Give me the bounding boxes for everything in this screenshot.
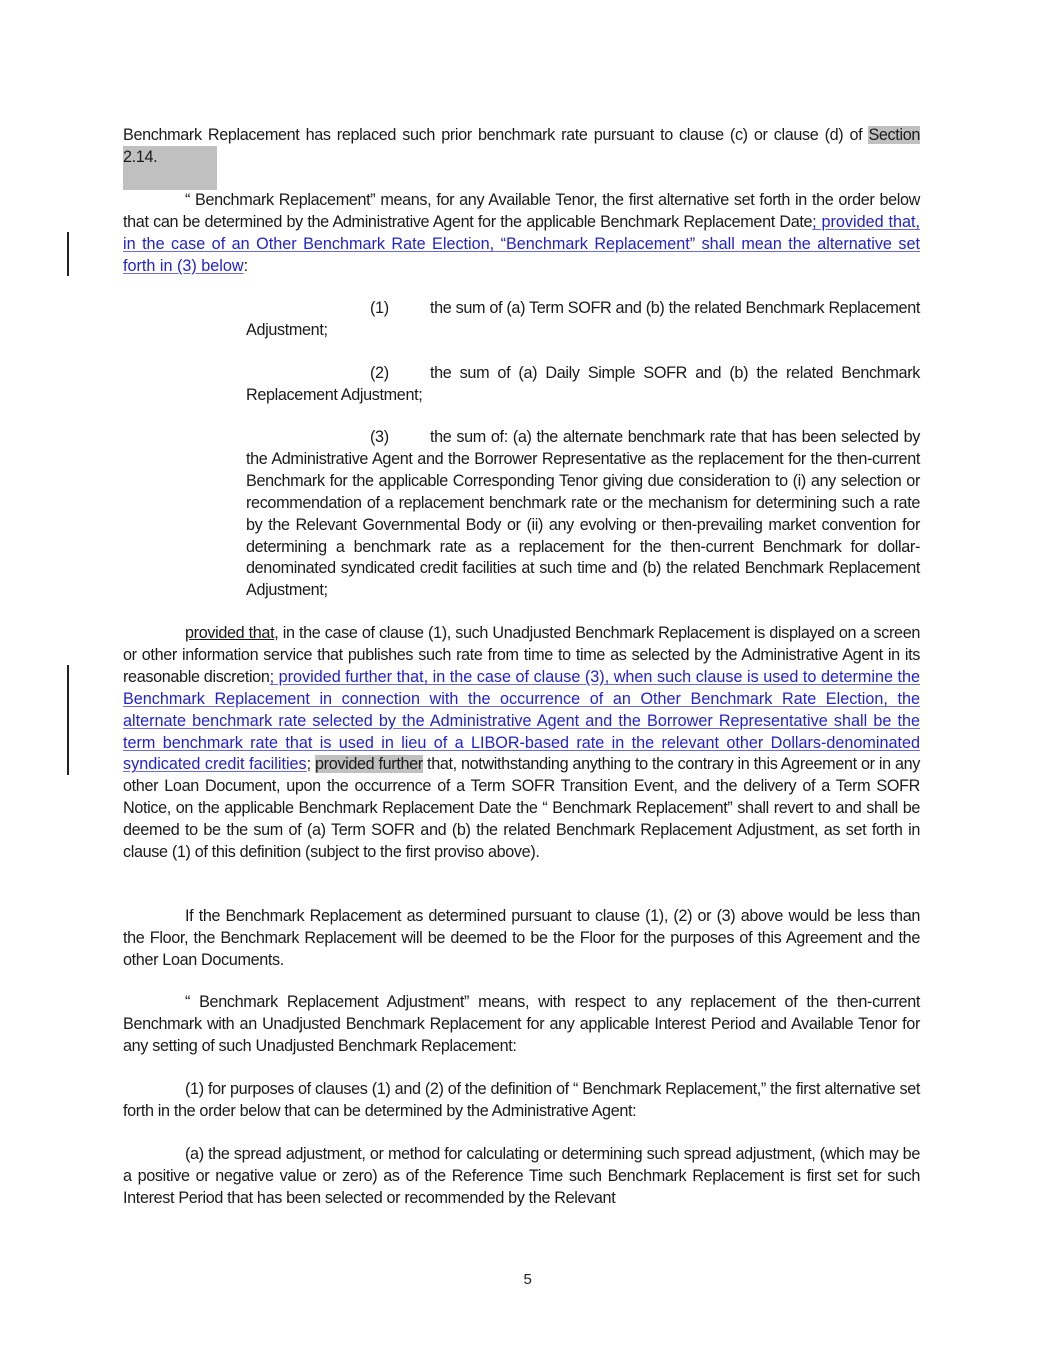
change-bar bbox=[67, 232, 69, 276]
clause-text: the sum of (a) Daily Simple SOFR and (b) the related Benchmark Replacement Adjustment; bbox=[246, 364, 920, 404]
clause-text: the sum of: (a) the alternate benchmark rate that has been selected by the Administrative Agent and the Borrower Representative as the replacement for the then-current Benchmark for the applicable Corresponding Tenor giving due consideration to (i) any selection or recommendation of a replacement benchmark rate or the mechanism for determining such a rate by the Relevant Governmental Body or (ii) any evolving or then-prevailing market convention for determining a benchmark rate as a replacement for the then-current Benchmark for dollar-denominated syndicated credit facilities at such time and (b) the related Benchmark Replacement Adjustment; bbox=[246, 428, 920, 600]
page-number: 5 bbox=[523, 1271, 532, 1288]
tracked-insertion: ; provided that, in the case of an Other Benchmark Rate Election, “Benchmark Replacement” shall mean the alternative set forth in (3) below bbox=[123, 212, 920, 275]
adjustment-clause-1: (1) for purposes of clauses (1) and (2) of the definition of “ Benchmark Replacement,” the first alternative set forth in the order below that can be determined by the Administrative Agent: bbox=[123, 1080, 920, 1120]
paragraph-text: Benchmark Replacement has replaced such prior benchmark rate pursuant to clause (c) or clause (d) of bbox=[123, 126, 869, 144]
punctuation: ; bbox=[306, 755, 316, 774]
clause-number: (3) bbox=[370, 428, 389, 446]
definition-text: “ Benchmark Replacement” means, for any Available Tenor, the first alternative set forth in the order below that can be determined by the Administrative Agent for the applicable Benchmark Replacement Date bbox=[123, 191, 920, 231]
punctuation: : bbox=[243, 256, 248, 275]
proviso-paragraph bbox=[123, 623, 920, 864]
clause-3 bbox=[246, 427, 920, 602]
proviso-text: that, notwithstanding anything to the contrary in this Agreement or in any other Loan Document, upon the occurrence of a Term SOFR Transition Event, and the delivery of a Term SOFR Notice, on the applicable Benchmark Replacement Date the “ Benchmark Replacement” shall revert to and shall be deemed to be the sum of (a) Term SOFR and (b) the related Benchmark Replacement Adjustment, as set forth in clause (1) of this definition (subject to the first proviso above). bbox=[123, 755, 921, 862]
proviso-text: , in the case of clause (1), such Unadjusted Benchmark Replacement is displayed on a screen or other information service that publishes such rate from time to time as selected by the Administrative Agent in its reasonable discretion bbox=[123, 624, 920, 686]
clause-2 bbox=[246, 363, 920, 407]
definition-benchmark-replacement-adjustment: “ Benchmark Replacement Adjustment” means, with respect to any replacement of the then-current Benchmark with an Unadjusted Benchmark Replacement for any applicable Interest Period and Available Tenor for any setting of such Unadjusted Benchmark Replacement: bbox=[123, 993, 920, 1055]
paragraph-section-ref bbox=[123, 125, 920, 169]
clause-text: the sum of (a) Term SOFR and (b) the related Benchmark Replacement Adjustment; bbox=[246, 299, 920, 339]
punctuation: . bbox=[153, 147, 158, 166]
provided-that-underlined: provided that bbox=[185, 624, 275, 642]
definition-benchmark-replacement bbox=[123, 190, 920, 278]
floor-paragraph: If the Benchmark Replacement as determined pursuant to clause (1), (2) or (3) above would be less than the Floor, the Benchmark Replacement will be deemed to be the Floor for the purposes of this Agreement and the other Loan Documents. bbox=[123, 907, 920, 969]
provided-further-highlight: provided further bbox=[315, 755, 423, 774]
clause-1 bbox=[246, 298, 920, 342]
change-bar bbox=[67, 665, 69, 775]
tracked-insertion: ; provided further that, in the case of clause (3), when such clause is used to determine the Benchmark Replacement in connection with the occurrence of an Other Benchmark Rate Election, the alternate benchmark rate selected by the Administrative Agent and the Borrower Representative shall be the term benchmark rate that is used in lieu of a LIBOR-based rate in the relevant other Dollars-denominated syndicated credit facilities bbox=[123, 667, 920, 774]
section-reference-highlight: Section 2.14 bbox=[123, 126, 920, 166]
adjustment-clause-a: (a) the spread adjustment, or method for calculating or determining such spread adjustment, (which may be a positive or negative value or zero) as of the Reference Time such Benchmark Replacement is first set for such Interest Period that has been selected or recommended by the Relevant bbox=[123, 1145, 920, 1207]
clause-number: (1) bbox=[370, 299, 389, 317]
clause-number: (2) bbox=[370, 364, 389, 382]
